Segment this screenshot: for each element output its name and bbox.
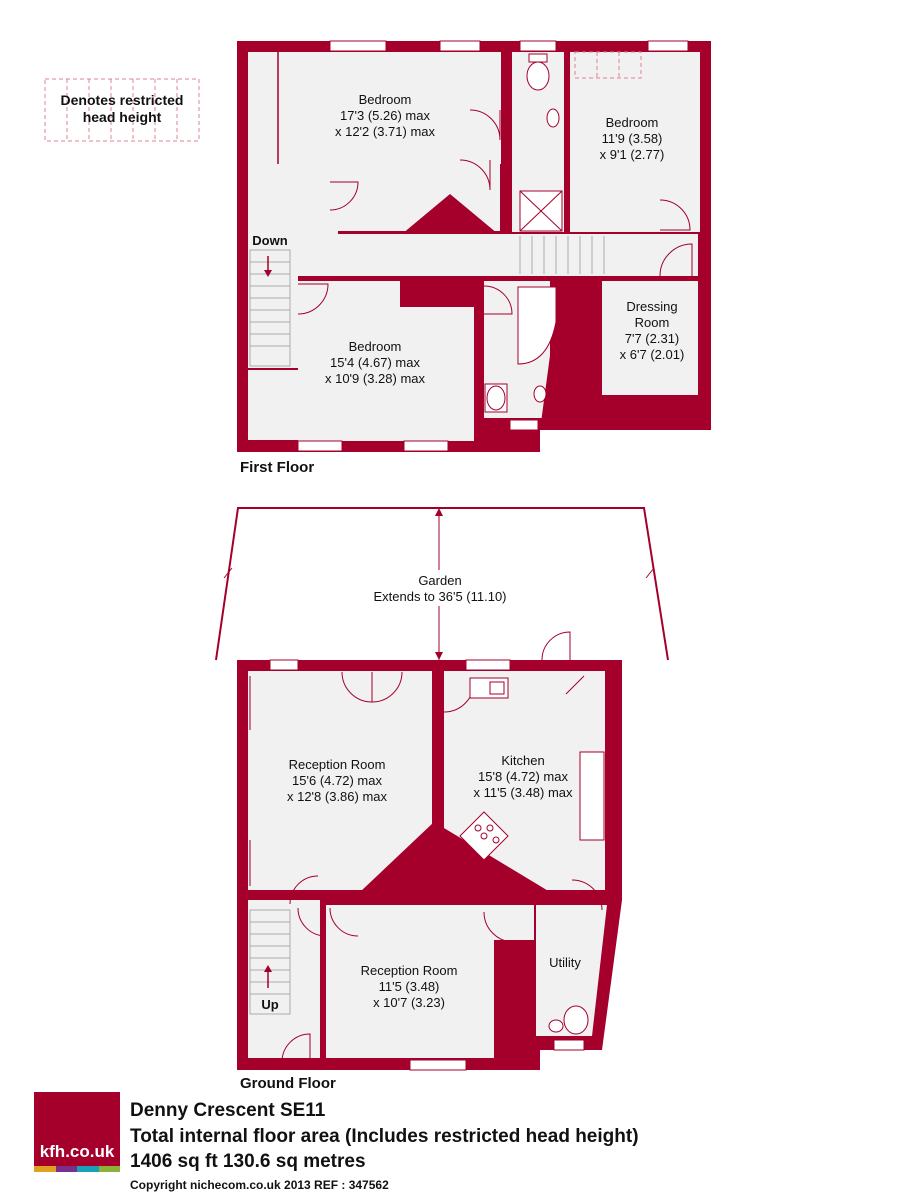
room-name: Dressing	[626, 299, 678, 314]
logo-color-bar	[34, 1166, 120, 1172]
ground-floor-label: Ground Floor	[240, 1075, 336, 1090]
room-name-line-2: Room	[634, 315, 670, 330]
up-label: Up	[261, 997, 279, 1012]
room-name: Utility	[549, 955, 581, 970]
garden-extent: Extends to 36'5 (11.10)	[373, 589, 507, 604]
room-dimension: 7'7 (2.31)	[624, 331, 680, 346]
room-name: Bedroom	[605, 115, 659, 130]
ground-floor-plan	[237, 632, 622, 1090]
room-name: Bedroom	[358, 92, 412, 107]
room-dimension: 15'6 (4.72) max	[292, 773, 382, 788]
room-name: Bedroom	[348, 339, 402, 354]
room-name: Reception Room	[360, 963, 458, 978]
room-name: Kitchen	[501, 753, 545, 768]
area-value: 1406 sq ft 130.6 sq metres	[130, 1151, 366, 1172]
kfh-logo	[34, 1092, 120, 1172]
room-dimension: 11'5 (3.48)	[378, 979, 440, 994]
first-floor-label: First Floor	[240, 459, 315, 476]
first-floor-plan	[237, 41, 711, 476]
landing-floor	[248, 234, 698, 276]
room-dimension: x 9'1 (2.77)	[599, 147, 665, 162]
room-dimension: 17'3 (5.26) max	[340, 108, 430, 123]
logo-text: kfh.co.uk	[39, 1142, 115, 1161]
room-dimension: x 10'7 (3.23)	[373, 995, 445, 1010]
property-address: Denny Crescent SE11	[130, 1100, 326, 1121]
area-note: Total internal floor area (Includes restricted head height)	[130, 1126, 639, 1147]
footer	[0, 1090, 923, 1200]
room-dimension: x 12'8 (3.86) max	[286, 789, 388, 804]
room-dimension: x 11'5 (3.48) max	[473, 785, 573, 800]
room-dimension: x 12'2 (3.71) max	[334, 124, 436, 139]
room-dimension: x 6'7 (2.01)	[619, 347, 685, 362]
room-name: Reception Room	[288, 757, 386, 772]
copyright: Copyright nichecom.co.uk 2013 REF : 347562	[130, 1178, 389, 1192]
garden-plan	[216, 508, 668, 660]
down-label: Down	[252, 233, 288, 248]
garden-break-mark	[646, 568, 654, 578]
room-dimension: 15'8 (4.72) max	[478, 769, 568, 784]
ground-floor-wall-block	[494, 940, 536, 1058]
first-floor-wall-block	[400, 281, 474, 307]
legend-line-1: Denotes restricted	[60, 92, 184, 108]
arrow-up-icon	[435, 508, 443, 516]
room-dimension: 15'4 (4.67) max	[330, 355, 420, 370]
room-dimension: x 10'9 (3.28) max	[324, 371, 426, 386]
room-dimension: 11'9 (3.58)	[601, 131, 663, 146]
garden-name: Garden	[418, 573, 462, 588]
landing-upper	[248, 164, 338, 234]
arrow-down-icon	[435, 652, 443, 660]
legend-line-2: head height	[82, 109, 162, 125]
